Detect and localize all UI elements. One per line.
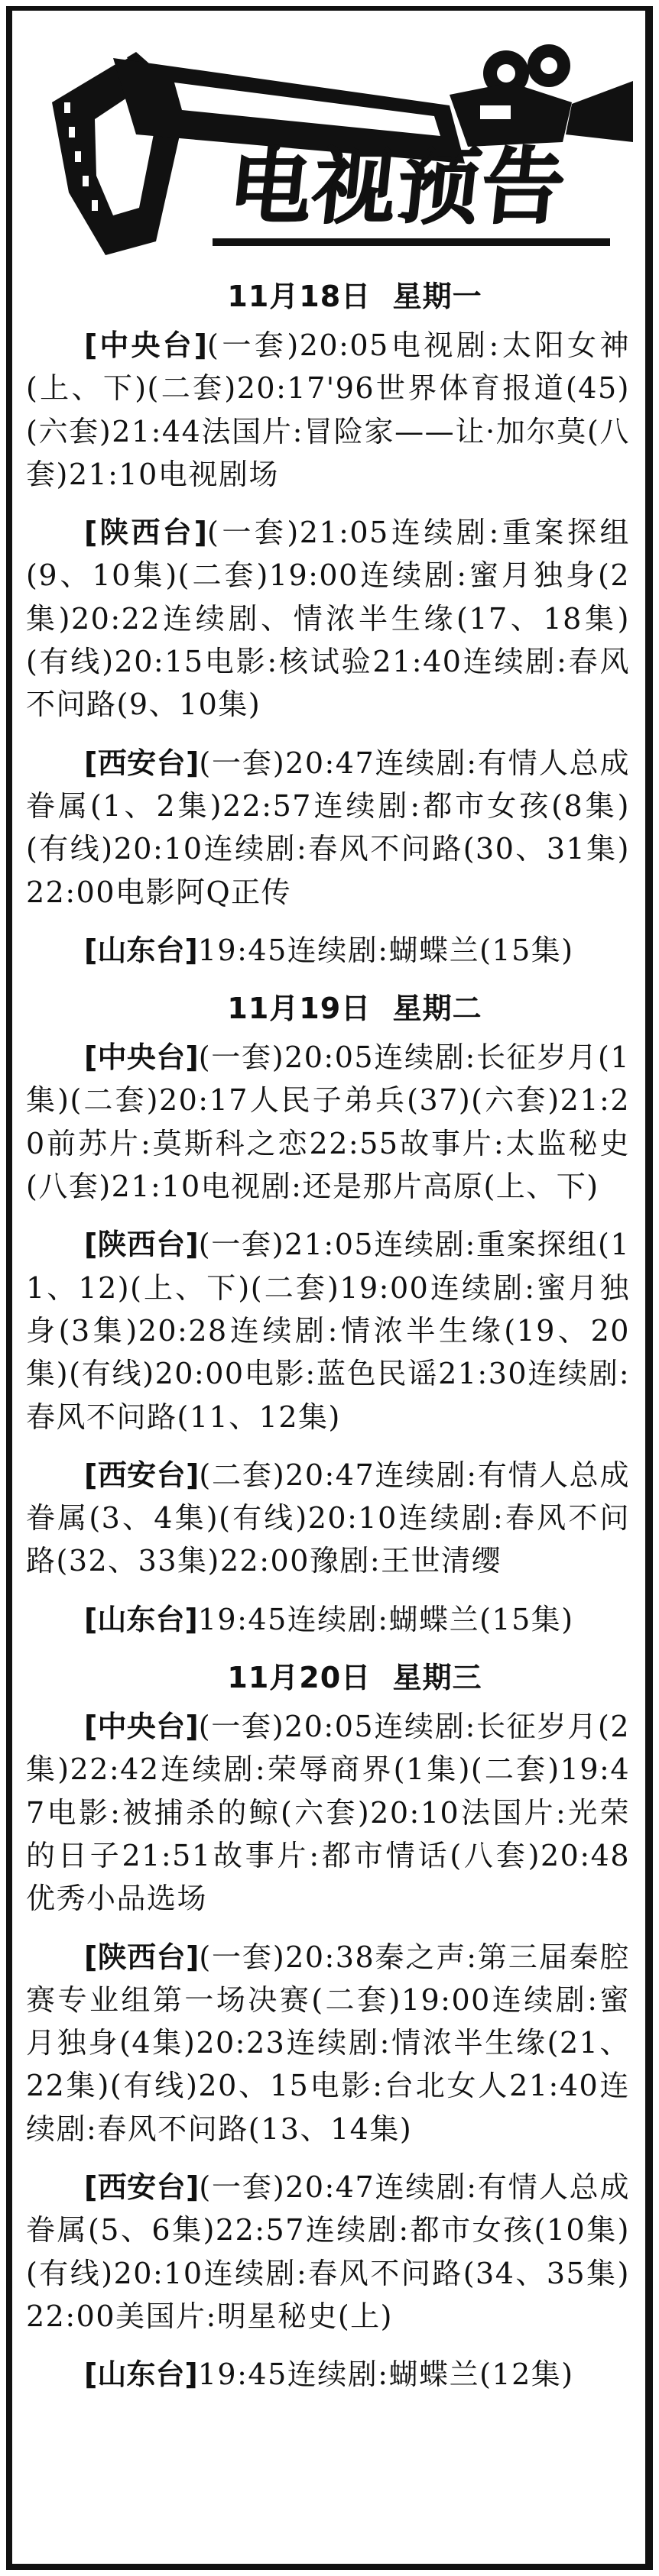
day-header [80, 987, 630, 1036]
day-block [26, 987, 630, 1641]
title-underline [213, 238, 610, 246]
program-schedule: (一套)20:05电视剧:太阳女神(上、下)(二套)20:17'96世界体育报道(45)(六套)21:44法国片:冒险家——让·加尔莫(八套)21:10电视剧场 [26, 328, 630, 491]
tv-listings [26, 275, 630, 2411]
day-header [80, 1656, 630, 1705]
station-listing [26, 511, 630, 726]
station-listing [26, 1223, 630, 1438]
station-listing [26, 324, 630, 496]
station-name: [西安台] [84, 746, 200, 780]
program-schedule: (一套)20:38秦之声:第三届秦腔赛专业组第一场决赛(二套)19:00连续剧:蜜月独身(4集)20:23连续剧:情浓半生缘(21、22集)(有线)20、15电影:台北女人21:40连续剧:春风不问路(13、14集) [26, 1940, 630, 2146]
station-name: [西安台] [84, 1458, 200, 1492]
station-name: [山东台] [84, 1602, 198, 1636]
station-name: [中央台] [84, 1040, 199, 1075]
station-name: [陕西台] [84, 1940, 200, 1974]
station-name: [中央台] [84, 1710, 199, 1744]
station-name: [陕西台] [84, 516, 207, 550]
day-date: 11月19日 [227, 992, 372, 1026]
day-weekday: 星期三 [392, 1661, 482, 1695]
station-name: [山东台] [84, 933, 198, 967]
station-listing [26, 1036, 630, 1208]
station-listing [26, 2353, 630, 2396]
station-name: [山东台] [84, 2358, 198, 2392]
program-schedule: (一套)21:05连续剧:重案探组(9、10集)(二套)19:00连续剧:蜜月独身(2集)20:22连续剧、情浓半生缘(17、18集)(有线)20:15电影:核试验21:40连续剧:春风不问路(9、10集) [26, 516, 630, 722]
station-listing [26, 1454, 630, 1583]
program-schedule: 19:45连续剧:蝴蝶兰(12集) [197, 2358, 574, 2392]
station-listing [26, 742, 630, 914]
station-listing [26, 929, 630, 972]
station-name: [中央台] [84, 328, 207, 362]
column-title: 电视预告 [224, 140, 571, 235]
station-listing [26, 1705, 630, 1920]
program-schedule: 19:45连续剧:蝴蝶兰(15集) [197, 933, 574, 967]
program-schedule: (一套)20:05连续剧:长征岁月(2集)22:42连续剧:荣辱商界(1集)(二套)19:47电影:被捕杀的鲸(六套)20:10法国片:光荣的日子21:51故事片:都市情话(八套)20:48优秀小品选场 [26, 1710, 630, 1916]
column-header [21, 12, 638, 269]
program-schedule: (一套)20:47连续剧:有情人总成眷属(1、2集)22:57连续剧:都市女孩(8集)(有线)20:10连续剧:春风不问路(30、31集)22:00电影阿Q正传 [26, 746, 630, 909]
station-name: [西安台] [84, 2170, 200, 2204]
program-schedule: (一套)20:47连续剧:有情人总成眷属(5、6集)22:57连续剧:都市女孩(10集)(有线)20:10连续剧:春风不问路(34、35集)22:00美国片:明星秘史(上) [26, 2170, 630, 2333]
station-listing [26, 1598, 630, 1641]
station-listing [26, 2166, 630, 2338]
program-schedule: 19:45连续剧:蝴蝶兰(15集) [197, 1602, 574, 1636]
day-block [26, 275, 630, 972]
program-schedule: (一套)20:05连续剧:长征岁月(1集)(二套)20:17人民子弟兵(37)(六套)21:20前苏片:莫斯科之恋22:55故事片:太监秘史(八套)21:10电视剧:还是那片高原(上、下) [26, 1040, 630, 1204]
camera-icon [450, 44, 633, 147]
station-name: [陕西台] [84, 1228, 199, 1262]
station-listing [26, 1936, 630, 2150]
day-weekday: 星期二 [392, 992, 482, 1026]
program-schedule: (一套)21:05连续剧:重案探组(11、12)(上、下)(二套)19:00连续剧:蜜月独身(3集)20:28连续剧:情浓半生缘(19、20集)(有线)20:00电影:蓝色民谣21:30连续剧:春风不问路(11、12集) [26, 1228, 630, 1434]
day-date: 11月20日 [227, 1661, 372, 1695]
day-block [26, 1656, 630, 2396]
day-weekday: 星期一 [392, 280, 482, 313]
day-date: 11月18日 [227, 280, 372, 313]
day-header [80, 275, 630, 324]
program-schedule: (二套)20:47连续剧:有情人总成眷属(3、4集)(有线)20:10连续剧:春风不问路(32、33集)22:00豫剧:王世清缨 [26, 1458, 630, 1578]
